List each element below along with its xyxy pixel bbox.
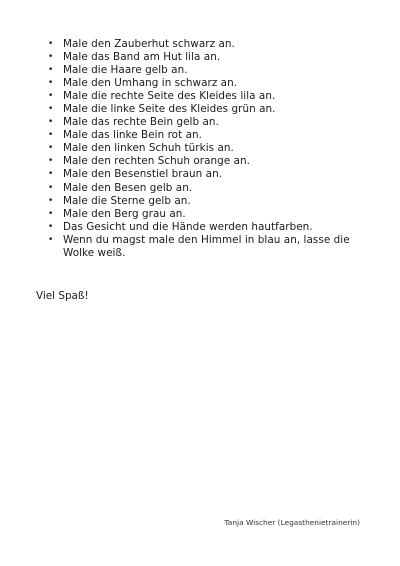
- instruction-text: Male das linke Bein rot an.: [63, 129, 202, 142]
- instruction-text: Male den Zauberhut schwarz an.: [63, 38, 235, 50]
- instruction-text: Male den Besen gelb an.: [63, 181, 193, 194]
- instruction-item: [48, 234, 368, 260]
- instruction-item: [48, 116, 368, 129]
- instruction-item: [48, 182, 368, 195]
- bullet-icon: •: [48, 143, 54, 154]
- bullet-icon: •: [48, 52, 54, 63]
- instruction-text: Male den Umhang in schwarz an.: [63, 77, 238, 90]
- instruction-text: Male die linke Seite des Kleides grün an.: [63, 103, 276, 116]
- bullet-icon: •: [48, 156, 54, 167]
- instruction-item: [48, 51, 368, 64]
- bullet-icon: •: [48, 39, 54, 49]
- instruction-text: Wenn du magst male den Himmel in blau an, lasse die Wolke weiß.: [63, 233, 350, 259]
- instruction-item: [48, 38, 368, 51]
- instruction-item: [48, 90, 368, 103]
- instruction-item: [48, 103, 368, 116]
- bullet-icon: •: [48, 195, 54, 206]
- instruction-text: Male den rechten Schuh orange an.: [63, 155, 251, 168]
- bullet-icon: •: [48, 234, 54, 245]
- instruction-item: [48, 208, 368, 221]
- bullet-icon: •: [48, 221, 54, 232]
- instruction-text: Male die Sterne gelb an.: [63, 194, 191, 207]
- instruction-item: [48, 155, 368, 168]
- instruction-item: [48, 129, 368, 142]
- instruction-text: Male das Band am Hut lila an.: [63, 51, 221, 64]
- bullet-icon: •: [48, 91, 54, 102]
- bullet-icon: •: [48, 169, 54, 180]
- instruction-text: Male den linken Schuh türkis an.: [63, 142, 234, 155]
- instruction-text: Male das rechte Bein gelb an.: [63, 116, 219, 129]
- instruction-list: [48, 38, 368, 260]
- bullet-icon: •: [48, 104, 54, 115]
- instruction-item: [48, 64, 368, 77]
- instruction-item: [48, 142, 368, 155]
- bullet-icon: •: [48, 182, 54, 193]
- instruction-item: [48, 168, 368, 181]
- instruction-text: Das Gesicht und die Hände werden hautfarben.: [63, 220, 313, 233]
- instruction-item: [48, 77, 368, 90]
- bullet-icon: •: [48, 117, 54, 128]
- instruction-text: Male die Haare gelb an.: [63, 64, 188, 77]
- author-credit: Tanja Wischer (Legasthenietrainerin): [224, 518, 360, 527]
- instruction-text: Male die rechte Seite des Kleides lila an.: [63, 90, 276, 103]
- bullet-icon: •: [48, 78, 54, 89]
- instruction-item: [48, 221, 368, 234]
- instruction-text: Male den Berg grau an.: [63, 207, 186, 220]
- bullet-icon: •: [48, 130, 54, 141]
- bullet-icon: •: [48, 208, 54, 219]
- closing-text: Viel Spaß!: [36, 290, 89, 302]
- bullet-icon: •: [48, 65, 54, 76]
- instruction-item: [48, 195, 368, 208]
- instruction-text: Male den Besenstiel braun an.: [63, 168, 223, 181]
